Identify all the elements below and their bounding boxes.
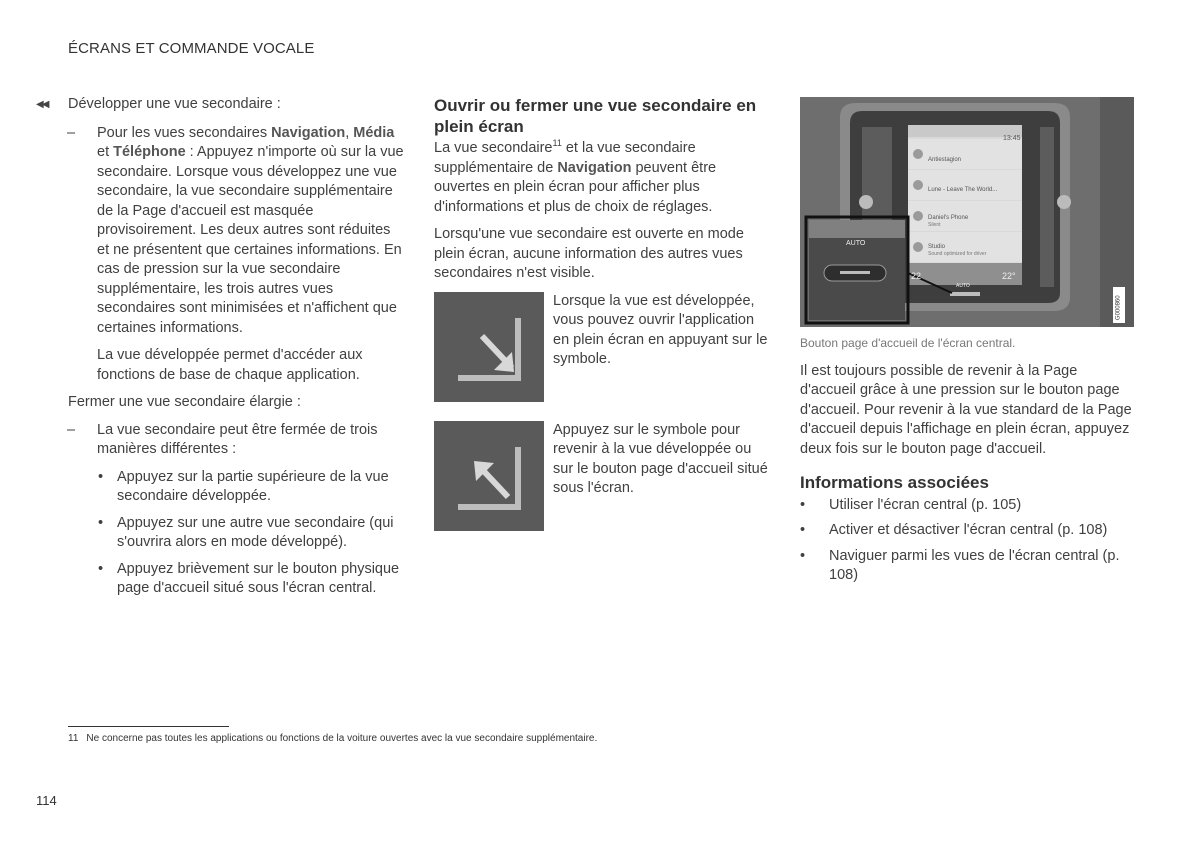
footnote-number: 11 [68,733,79,744]
close-instruction-text: La vue secondaire peut être fermée de trois manières différentes : [97,421,378,457]
screen-row-phone-sub: Silent [928,222,941,228]
media-term: Média [353,124,395,141]
expanded-view-note: La vue développée permet d'accéder aux fonctions de base de chaque application. [97,347,363,383]
screen-row-nav: Antiestagion [928,157,962,163]
footnote [68,733,597,744]
fullscreen-text-b: et la vue secondaire supplémentaire de [434,140,696,176]
close-option-text: Appuyez sur une autre vue secondaire (qui s'ouvrira alors en mode développé). [117,514,394,550]
screen-row-studio: Studio [928,244,946,250]
expand-instruction [36,124,406,339]
related-link[interactable] [800,547,1135,586]
fullscreen-paragraph [434,139,769,217]
related-link[interactable] [800,521,1135,541]
related-link-text[interactable]: Activer et désactiver l'écran central (p. 108) [829,522,1108,538]
collapse-fullscreen-symbol [434,421,544,531]
continued-arrows-icon: ◀◀ [36,99,48,110]
footnote-ref: 11 [552,138,562,149]
left-column [36,95,406,606]
and-text: et [97,144,114,160]
home-button-paragraph: Il est toujours possible de revenir à la Page d'accueil grâce à une pression sur le bouton page d'accueil. Pour revenir à la vue standard de la Page d'accueil depuis l'affichage en plein écran, appuyez deux fois sur le bouton page d'accueil. [800,362,1132,457]
phone-term: Téléphone [113,144,186,160]
close-instruction [36,421,406,460]
collapse-symbol-row [434,421,769,531]
section-heading: Ouvrir ou fermer une vue secondaire en plein écran [434,96,757,136]
bullet-marker: • [98,468,104,485]
navigation-term: Navigation [557,159,632,176]
expand-intro [36,95,406,115]
screen-row-phone: Daniel's Phone [928,215,969,221]
dash-marker: – [67,421,76,438]
center-screen-figure [800,97,1134,327]
screen-row-studio-sub: Sound optimized for driver [928,251,987,257]
bullet-marker: • [800,522,806,538]
expand-fullscreen-symbol [434,292,544,402]
instruction-text: Pour les vues secondaires [97,124,272,141]
climate-auto-small: AUTO [956,283,970,289]
footnote-rule [68,726,229,727]
comma-text: , [345,124,354,141]
instruction-rest: : Appuyez n'importe où sur la vue secondaire. Lorsque vous développez une vue secondaire, la vue secondaire supplémentaire de la Page d'accueil est masquée provisoirement. Les deux autres sont réduites et ne présentent que certaines informations. En cas de pression sur la vue secondaire supplémentaire, les trois autres vues secondaires sont minimisées et n'affichent que certaines informations. [97,144,404,336]
climate-temp-right: 22° [1002,271,1016,281]
related-link[interactable] [800,496,1135,516]
related-link-text[interactable]: Naviguer parmi les vues de l'écran central (p. 108) [829,547,1120,583]
figure-caption: Bouton page d'accueil de l'écran central. [800,336,1016,350]
right-column [800,97,1135,592]
close-option [36,514,406,553]
close-option [36,468,406,507]
bullet-marker: • [800,496,806,513]
expand-symbol-row [434,292,769,402]
close-heading: Fermer une vue secondaire élargie : [68,394,301,410]
fullscreen-note: Lorsqu'une vue secondaire est ouverte en mode plein écran, aucune information des autres vues secondaires n'est visible. [434,226,744,281]
close-option-text: Appuyez sur la partie supérieure de la vue secondaire développée. [117,468,389,504]
arrow-up-left-icon [434,421,544,531]
climate-temp-left: 22 [911,271,922,281]
bullet-marker: • [98,560,104,577]
chapter-title: ÉCRANS ET COMMANDE VOCALE [68,40,315,57]
footnote-text: Ne concerne pas toutes les applications ou fonctions de la voiture ouvertes avec la vue secondaire supplémentaire. [86,733,598,744]
middle-column [434,95,769,531]
fullscreen-text-c: peuvent être ouvertes en plein écran pour afficher plus d'informations et plus de choix de réglages. [434,159,717,215]
bullet-marker: • [98,514,104,531]
page-number: 114 [36,793,57,808]
expand-symbol-text: Lorsque la vue est développée, vous pouvez ouvrir l'application en plein écran en appuyant sur le symbole. [553,292,768,367]
related-link-text[interactable]: Utiliser l'écran central (p. 105) [829,496,1022,513]
fullscreen-text-a: La vue secondaire [434,140,553,156]
screen-row-media: Lune - Leave The World... [928,187,998,193]
close-option-text: Appuyez brièvement sur le bouton physique page d'accueil situé sous l'écran central. [117,560,400,596]
climate-auto-label: AUTO [846,240,866,247]
expand-intro-text: Développer une vue secondaire : [68,96,281,112]
close-option [36,560,406,599]
figure-code: G000860 [1115,295,1122,321]
related-info-heading: Informations associées [800,473,989,492]
status-time: 13:45 [1003,135,1021,142]
dash-marker: – [67,124,76,141]
bullet-marker: • [800,547,806,564]
navigation-term: Navigation [271,124,346,141]
collapse-symbol-text: Appuyez sur le symbole pour revenir à la vue développée ou sur le bouton page d'accueil situé sous l'écran. [553,421,768,496]
arrow-down-right-icon [434,292,544,402]
